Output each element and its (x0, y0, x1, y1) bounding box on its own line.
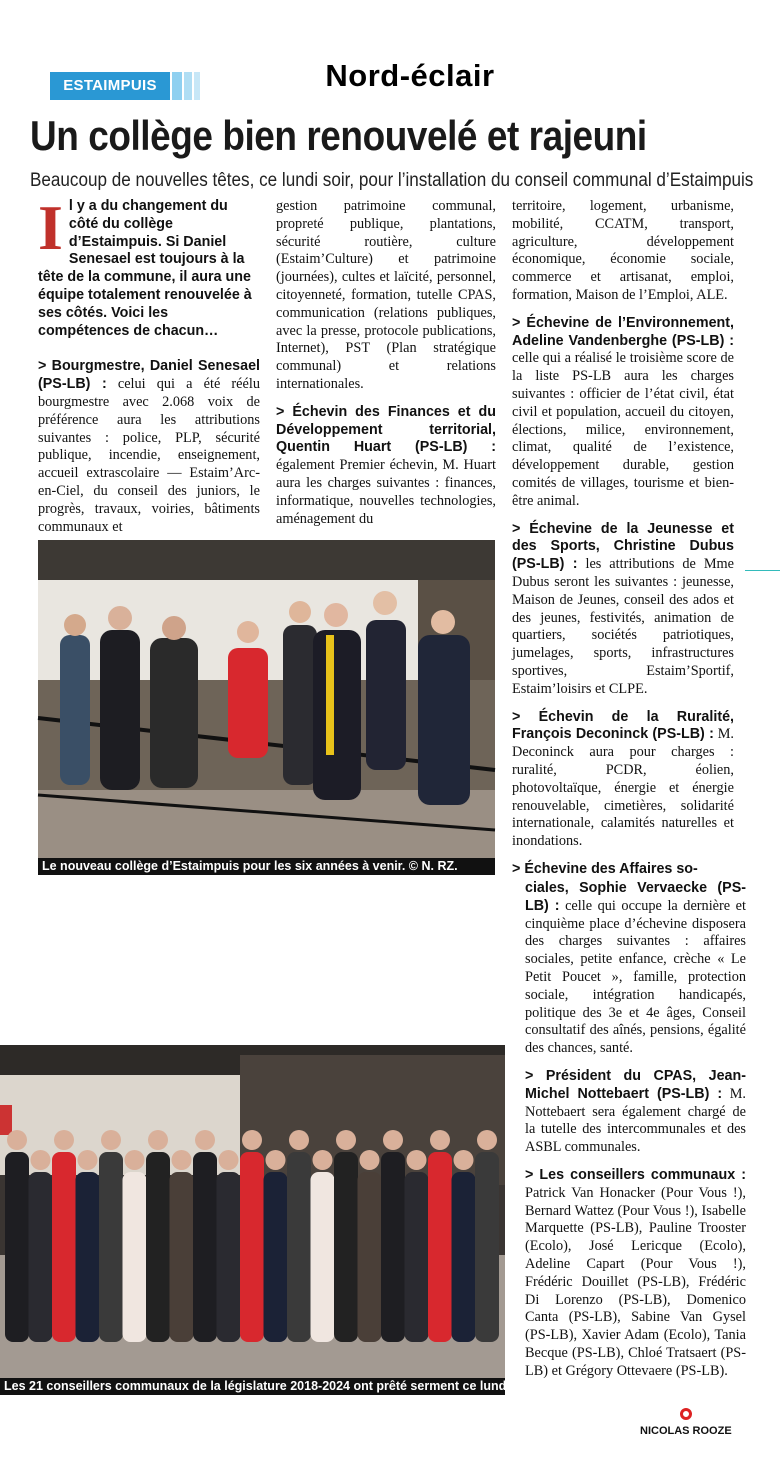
photo-figure (99, 1152, 123, 1342)
photo-figure-head (477, 1130, 497, 1150)
photo-figure (123, 1172, 147, 1342)
paragraph-youth (512, 521, 734, 699)
tag-decoration (184, 72, 192, 100)
paragraph-text: celui qui a été réélu bourgmestre avec 2.068 voix de préférence aura les attributions suivantes : police, PLP, sécurité publique, incendie, enseignement, accueil extrascolaire — Estaim’Arc-en-Ciel, du conseil des juniors, le progrès, travaux, voiries, bâtiments communaux et (38, 376, 260, 535)
photo-figure-head (383, 1130, 403, 1150)
section-heading: > Échevine des Affaires so- (512, 860, 698, 877)
photo-figure-head (266, 1150, 286, 1170)
article-lead (38, 192, 260, 340)
section-heading: > Échevin de la Ruralité, François Deconinck (PS-LB) : (512, 708, 734, 743)
article-column-3 (512, 198, 734, 889)
tag-decoration (172, 72, 182, 100)
photo-figure-head (31, 1150, 51, 1170)
lead-text: l y a du changement du côté du collège d’Estaimpuis. Si Daniel Senesael est toujours à la tête de la commune, il aura une équipe totalement renouvelée à ses côtés. Voici les compétences de chacun… (38, 198, 252, 339)
photo-figure (240, 1152, 264, 1342)
photo-figure (334, 1152, 358, 1342)
photo-figure-head (242, 1130, 262, 1150)
photo-figure (29, 1172, 53, 1342)
article-headline: Un collège bien renouvelé et rajeuni (30, 112, 647, 159)
paragraph-text: M. Nottebaert sera également chargé de la tutelle des intercommunales et des ASBL communales. (525, 1085, 746, 1156)
section-heading: > Échevine de la Jeunesse et des Sports, Christine Dubus (PS-LB) : (512, 520, 734, 573)
newspaper-masthead: Nord-éclair (325, 58, 495, 93)
photo-figure (311, 1172, 335, 1342)
photo-figure (452, 1172, 476, 1342)
paragraph-social (525, 880, 746, 1058)
photo-figure-head (407, 1150, 427, 1170)
paragraph-councillors (525, 1167, 746, 1381)
paragraph-cpas (525, 1068, 746, 1157)
photo-figure (193, 1152, 217, 1342)
photo-college-caption: Le nouveau collège d’Estaimpuis pour les six années à venir. © N. RZ. (38, 858, 495, 875)
photo-figure (475, 1152, 499, 1342)
photo-figure-head (430, 1130, 450, 1150)
paragraph-continuation: territoire, logement, urbanisme, mobilité, CCATM, transport, agriculture, développement économique, économie sociale, commerce et artisanat, emploi, formation, Maison de l’Emploi, ALE. (512, 198, 734, 303)
paragraph-rurality (512, 709, 734, 851)
photo-figure-head (125, 1150, 145, 1170)
photo-figure (146, 1152, 170, 1342)
section-heading: > Échevin des Finances et du Développement territorial, Quentin Huart (PS-LB) : (276, 403, 496, 456)
section-heading: ciales, Sophie Vervaecke (PS-LB) : (525, 880, 746, 914)
photo-figure-head (7, 1130, 27, 1150)
photo-figure-head (148, 1130, 168, 1150)
photo-figure-head (78, 1150, 98, 1170)
section-tag-label: ESTAIMPUIS (50, 72, 170, 100)
paragraph-environment (512, 315, 734, 511)
section-tag (50, 72, 198, 100)
photo-figure (358, 1172, 382, 1342)
photo-figure-head (360, 1150, 380, 1170)
photo-figure-head (219, 1150, 239, 1170)
photo-councillors-image (0, 1045, 505, 1395)
photo-figure-head (101, 1130, 121, 1150)
paragraph-text: celle qui occupe la dernière et cinquième place d’échevine disposera des charges suivantes : affaires sociales, petite enfance, crèche « Le Petit Poucet », famille, protection sociale, intégration handicapés, politique des 3e et 4e âges, Conseil consultatif des aînés, pensions, égalité des chances, santé. (525, 897, 746, 1057)
photo-figure (217, 1172, 241, 1342)
paragraph-continuation: gestion patrimoine communal, propreté publique, plantations, sécurité routière, culture (Estaim’Culture) et patrimoine (journées), cultes et laïcité, personnel, citoyenneté, formation, tutelle CPAS, communication (relations publiques, avec la presse, protocole publications, Internet), PST (Plan stratégique communal) et relations internationales. (276, 198, 496, 392)
article-column-2 (276, 198, 496, 538)
paragraph-text: celle qui a réalisé le troisième score de la liste PS-LB aura les charges suivantes : officier de l’état civil, état civil et population, accueil du citoyen, élections, milice, environnement, climat, qualité de l’existence, développement durable, gestion comités de villages, tourisme et bien-être animal. (512, 350, 734, 509)
article-subheadline: Beaucoup de nouvelles têtes, ce lundi soir, pour l’installation du conseil communal d’Estaimpuis (30, 170, 754, 191)
section-heading: > Bourgmestre, Daniel Senesael (PS-LB) : (38, 358, 260, 393)
photo-college (38, 540, 495, 875)
photo-figure-head (313, 1150, 333, 1170)
photo-figure-head (172, 1150, 192, 1170)
photo-figure-head (54, 1130, 74, 1150)
photo-figure-head (336, 1130, 356, 1150)
byline: NICOLAS ROOZE (640, 1425, 732, 1437)
photo-figure (428, 1152, 452, 1342)
drop-cap: I (38, 192, 63, 263)
photo-figure-head (195, 1130, 215, 1150)
section-heading: > Les conseillers communaux : (525, 1166, 746, 1183)
photo-figure (264, 1172, 288, 1342)
end-mark-icon (680, 1408, 692, 1420)
photo-college-image (38, 540, 495, 875)
margin-rule (745, 570, 780, 571)
paragraph-text: M. Deconinck aura pour charges : ruralité, PCDR, éolien, photovoltaïque, énergie et énergie renouvelable, cimetières, solidarité internationale, calamités naturelles et inondations. (512, 726, 734, 850)
photo-figure (5, 1152, 29, 1342)
photo-figure (287, 1152, 311, 1342)
photo-figure (52, 1152, 76, 1342)
paragraph-social-start (512, 861, 734, 879)
photo-figure-head (289, 1130, 309, 1150)
photo-figure (405, 1172, 429, 1342)
paragraph-finances (276, 404, 496, 529)
photo-figure (76, 1172, 100, 1342)
paragraph-bourgmestre (38, 358, 260, 536)
photo-figure (381, 1152, 405, 1342)
article-column-1 (38, 192, 260, 546)
photo-figure (170, 1172, 194, 1342)
section-heading: > Échevine de l’Environnement, Adeline Vandenberghe (PS-LB) : (512, 314, 734, 349)
paragraph-text: Patrick Van Honacker (Pour Vous !), Bernard Wattez (Pour Vous !), Isabelle Marquette (PS-LB), Pauline Trooster (Ecolo), José Lericque (Ecolo), Adeline Capart (Pour Vous !), Frédéric Douillet (PS-LB), Frédéric Di Lorenzo (PS-LB), Domenico Canta (PS-LB), Sabine Van Gysel (PS-LB), Xavier Adam (Ecolo), Tania Becque (PS-LB), Chloé Tratsaert (PS-LB) et Grégory Ottevaere (PS-LB). (525, 1184, 746, 1379)
tag-decoration (194, 72, 200, 100)
section-heading: > Président du CPAS, Jean-Michel Nottebaert (PS-LB) : (525, 1067, 746, 1102)
article-column-3-continued (525, 880, 746, 1391)
photo-councillors-caption: Les 21 conseillers communaux de la législature 2018-2024 ont prêté serment ce lundi soir. © N. RZ. (0, 1378, 505, 1395)
photo-figure-head (454, 1150, 474, 1170)
paragraph-text: également Premier échevin, M. Huart aura les charges suivantes : finances, informatique, nouvelles technologies, aménagement du (276, 457, 496, 527)
paragraph-text: les attributions de Mme Dubus seront les suivantes : jeunesse, Maison de Jeunes, conseil des ados et des jeunes, festivités, animation de quartiers, sociétés patriotiques, jumelages, sports, infrastructures sportives, Estaim’Sportif, Estaim’loisirs et CLPE. (512, 556, 735, 697)
photo-councillors (0, 1045, 592, 1395)
